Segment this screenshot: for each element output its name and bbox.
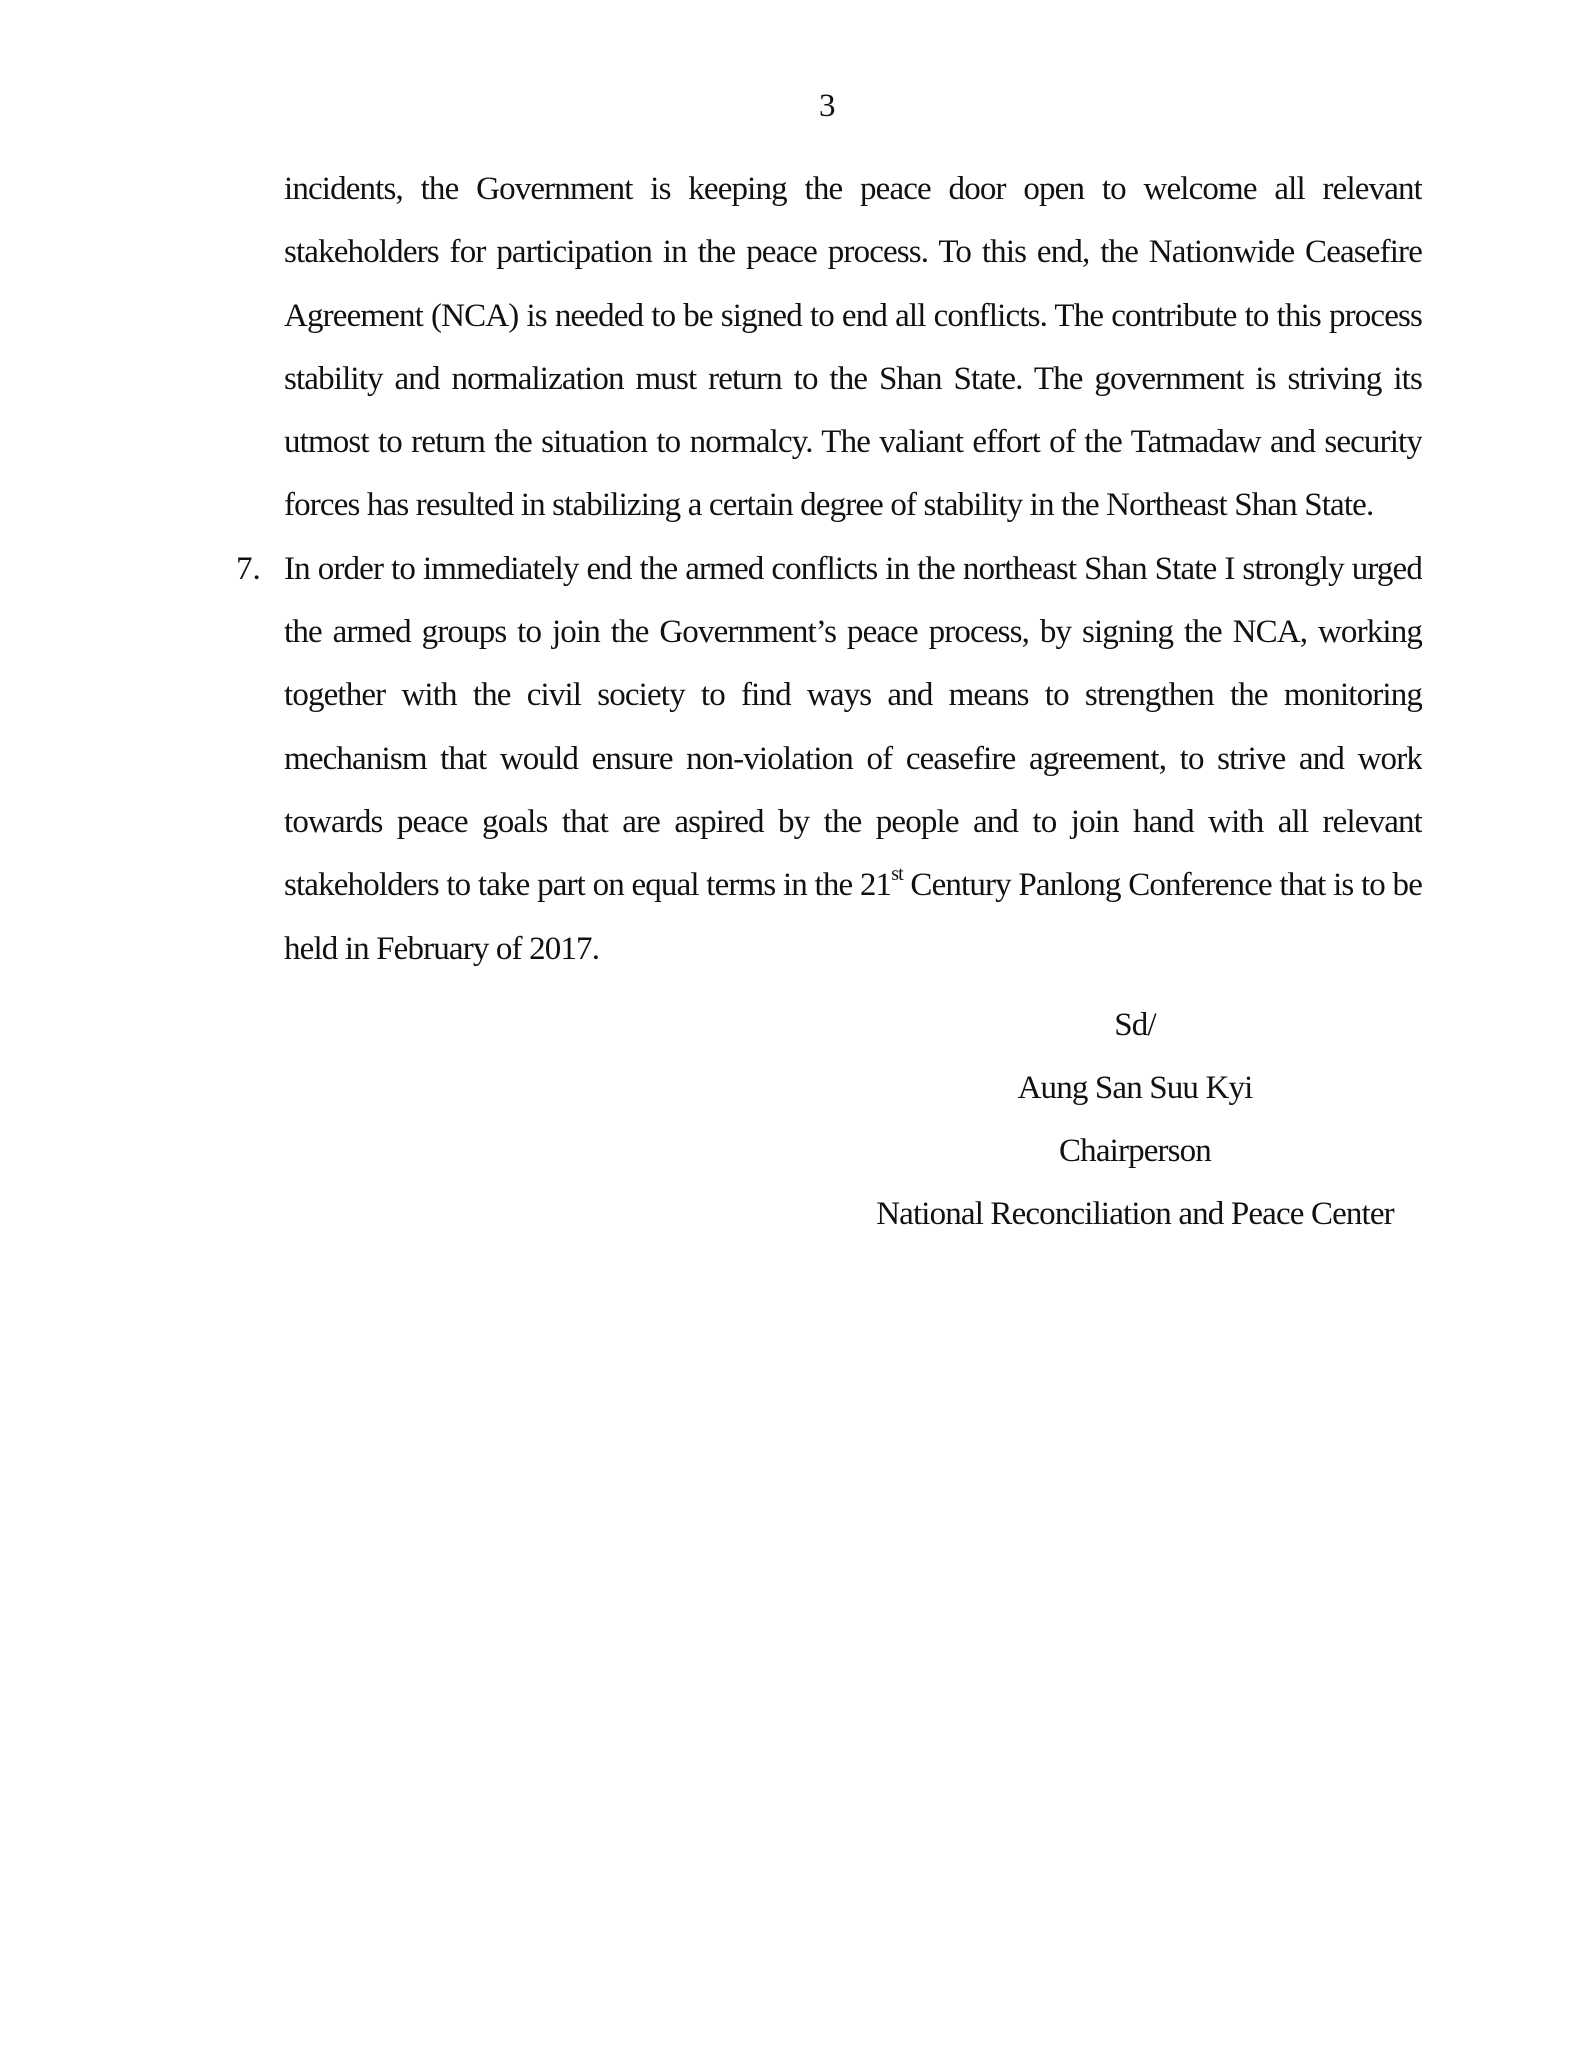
paragraph-line-with-superscript — [284, 854, 1422, 917]
paragraph-line: stability and normalization must return to the Shan State. The government is striving its — [284, 360, 1422, 397]
paragraph-number: 7. — [236, 550, 261, 587]
signatory-name: Aung San Suu Kyi — [1017, 1070, 1253, 1106]
paragraph-7 — [236, 538, 1422, 981]
paragraph-line: together with the civil society to find ways and means to strengthen the monitoring — [284, 677, 1422, 714]
ordinal-superscript: st — [891, 863, 903, 886]
paragraph-line: stakeholders for participation in the peace process. To this end, the Nationwide Ceasefire — [284, 234, 1422, 271]
paragraph-line: towards peace goals that are aspired by the people and to join hand with all relevant — [284, 803, 1422, 840]
signatory-title: Chairperson — [1059, 1133, 1211, 1169]
paragraph-line: Agreement (NCA) is needed to be signed to end all conflicts. The contribute to this process — [284, 297, 1422, 334]
page-number: 3 — [819, 88, 835, 124]
signatory-organization: National Reconciliation and Peace Center — [876, 1196, 1394, 1232]
paragraph-line: the armed groups to join the Government’s peace process, by signing the NCA, working — [284, 614, 1422, 651]
paragraph-6-continued — [284, 158, 1422, 538]
document-body — [236, 158, 1422, 981]
paragraph-line: mechanism that would ensure non-violation of ceasefire agreement, to strive and work — [284, 740, 1422, 777]
line-text-before: stakeholders to take part on equal terms in the 21 — [284, 867, 892, 904]
signature-mark: Sd/ — [1114, 1007, 1156, 1043]
paragraph-line: held in February of 2017. — [284, 930, 600, 967]
paragraph-line: In order to immediately end the armed conflicts in the northeast Shan State I strongly urged — [284, 550, 1422, 587]
signature-block — [860, 994, 1410, 1246]
paragraph-line: utmost to return the situation to normalcy. The valiant effort of the Tatmadaw and security — [284, 424, 1422, 461]
paragraph-line: forces has resulted in stabilizing a certain degree of stability in the Northeast Shan State. — [284, 487, 1374, 524]
paragraph-line: incidents, the Government is keeping the peace door open to welcome all relevant — [284, 171, 1422, 207]
line-text-after: Century Panlong Conference that is to be — [902, 867, 1422, 904]
